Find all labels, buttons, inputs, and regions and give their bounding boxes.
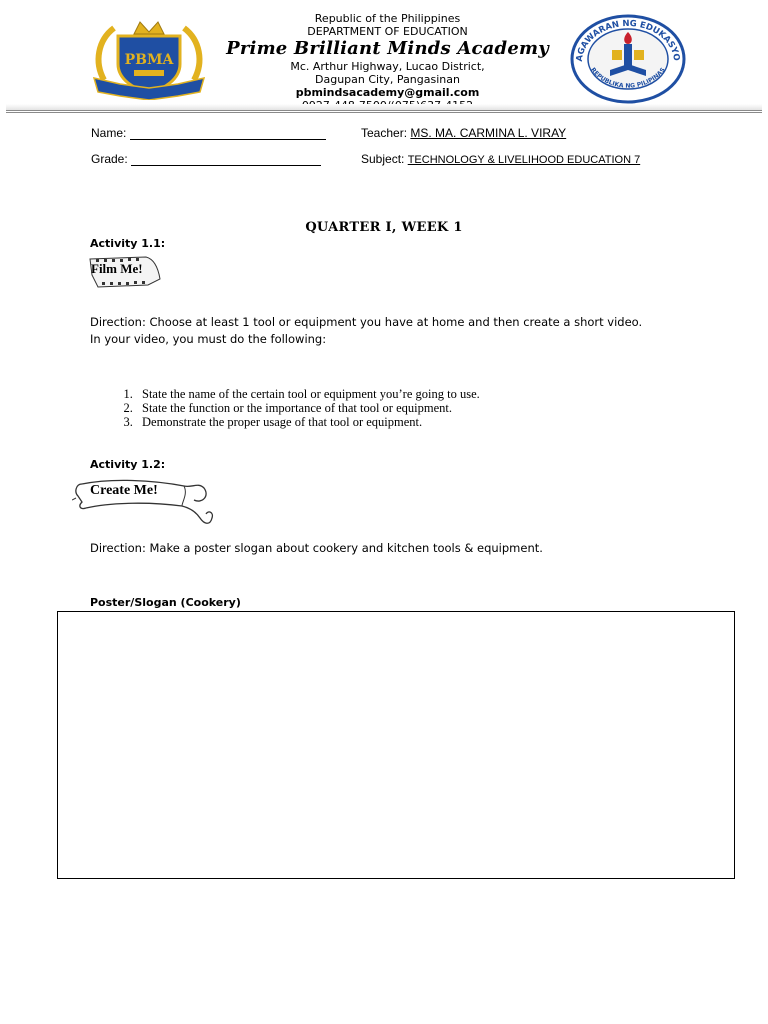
pbma-school-seal-icon	[90, 18, 208, 100]
deped-seal-icon	[568, 14, 688, 104]
activity-2-label: Activity 1.2:	[90, 458, 166, 471]
list-item: 2. State the function or the importance of that tool or equipment.	[136, 401, 710, 415]
grade-blank[interactable]	[131, 153, 321, 166]
activity-1-label: Activity 1.1:	[90, 237, 166, 250]
activity-1-direction-line-1: Direction: Choose at least 1 tool or equipment you have at home and then create a short video.	[90, 315, 643, 329]
school-letterhead	[200, 12, 575, 112]
teacher-label: Teacher:	[361, 126, 408, 140]
film-me-text: Film Me!	[91, 261, 143, 276]
grade-field	[91, 152, 321, 166]
address-line-2: Dagupan City, Pangasinan	[315, 73, 460, 86]
name-blank[interactable]	[130, 127, 326, 140]
deped-seal-top-text: AGAWARAN NG EDUKASYO	[574, 18, 682, 63]
teacher-value: MS. MA. CARMINA L. VIRAY	[410, 126, 567, 140]
activity-1-steps	[90, 387, 710, 429]
page-title: QUARTER I, WEEK 1	[305, 220, 463, 235]
header-divider	[6, 110, 762, 113]
list-item: 1. State the name of the certain tool or equipment you’re going to use.	[136, 387, 710, 401]
name-label: Name:	[91, 126, 127, 140]
teacher-field	[361, 126, 566, 140]
address-line-1: Mc. Arthur Highway, Lucao District,	[290, 60, 485, 73]
deped-seal-bottom-text: REPUBLIKA NG PILIPINAS	[589, 66, 667, 90]
create-me-text: Create Me!	[90, 483, 158, 498]
activity-1-direction-line-2: In your video, you must do the following:	[90, 332, 327, 346]
pbma-seal-text: PBMA	[124, 52, 174, 68]
school-name: Prime Brilliant Minds Academy	[226, 38, 549, 59]
subject-value: TECHNOLOGY & LIVELIHOOD EDUCATION 7	[407, 154, 641, 166]
create-me-banner	[72, 474, 216, 528]
subject-label: Subject:	[361, 152, 405, 166]
poster-drawing-area[interactable]	[57, 611, 735, 879]
republic-line: Republic of the Philippines	[314, 12, 461, 25]
school-email: pbmindsacademy@gmail.com	[295, 86, 480, 99]
film-me-banner	[88, 253, 162, 289]
grade-label: Grade:	[91, 152, 128, 166]
name-field	[91, 126, 326, 140]
subject-field	[361, 152, 640, 167]
poster-label: Poster/Slogan (Cookery)	[90, 596, 241, 609]
activity-1-direction	[90, 314, 642, 348]
activity-2-direction: Direction: Make a poster slogan about cookery and kitchen tools & equipment.	[90, 541, 543, 555]
list-item: 3. Demonstrate the proper usage of that tool or equipment.	[136, 415, 710, 429]
department-line: DEPARTMENT OF EDUCATION	[307, 25, 468, 38]
